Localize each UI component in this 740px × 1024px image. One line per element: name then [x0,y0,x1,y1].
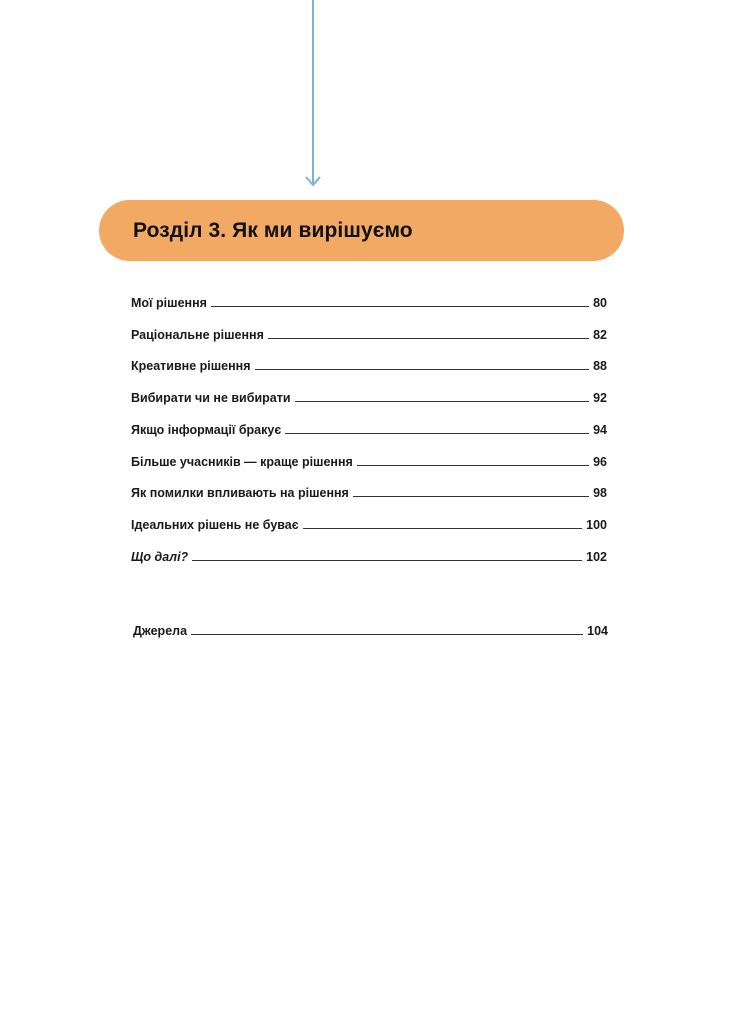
toc-leader-line [303,528,583,529]
toc-leader-line [191,634,583,635]
toc-entry-page: 92 [593,391,607,405]
toc-entry-label: Більше учасників — краще рішення [131,455,353,469]
toc-leader-line [353,496,589,497]
toc-entry[interactable] [131,421,607,439]
toc-entry[interactable] [131,389,607,407]
toc-entry-page: 98 [593,486,607,500]
toc-leader-line [268,338,589,339]
toc-entry[interactable] [131,453,607,471]
toc-entry-page: 80 [593,296,607,310]
chapter-title: Розділ 3. Як ми вирішуємо [133,219,413,242]
toc-entry-label: Як помилки впливають на рішення [131,486,349,500]
toc-entry-label: Якщо інформації бракує [131,423,282,437]
toc-entry-page: 88 [593,359,607,373]
arrow-down-icon [305,176,321,188]
toc-entry-label: Мої рішення [131,296,207,310]
toc-entry[interactable] [131,516,607,534]
toc-entry[interactable] [131,548,607,566]
toc-entry-page: 104 [587,624,608,638]
toc-entry-page: 100 [586,518,607,532]
toc-leader-line [357,465,589,466]
toc-entry-page: 94 [593,423,607,437]
toc-leader-line [211,306,589,307]
toc-entry-page: 82 [593,328,607,342]
toc-entry-page: 96 [593,455,607,469]
toc-entry-label: Вибирати чи не вибирати [131,391,291,405]
toc-entry-page: 102 [586,550,607,564]
toc-leader-line [192,560,582,561]
toc-entry-label: Креативне рішення [131,359,251,373]
chapter-banner [99,200,624,261]
toc-leader-line [255,369,590,370]
toc-entry-sources[interactable] [133,622,608,640]
toc-entry[interactable] [131,484,607,502]
toc-entry-label: Що далі? [131,550,189,564]
toc-entry-label: Раціональне рішення [131,328,264,342]
connector-line [312,0,314,184]
toc-entry-label: Ідеальних рішень не буває [131,518,299,532]
toc-entry-label: Джерела [133,624,188,638]
toc-entry[interactable] [131,294,607,312]
toc-entry[interactable] [131,357,607,375]
toc-entry[interactable] [131,326,607,344]
toc-leader-line [295,401,590,402]
toc-leader-line [285,433,589,434]
